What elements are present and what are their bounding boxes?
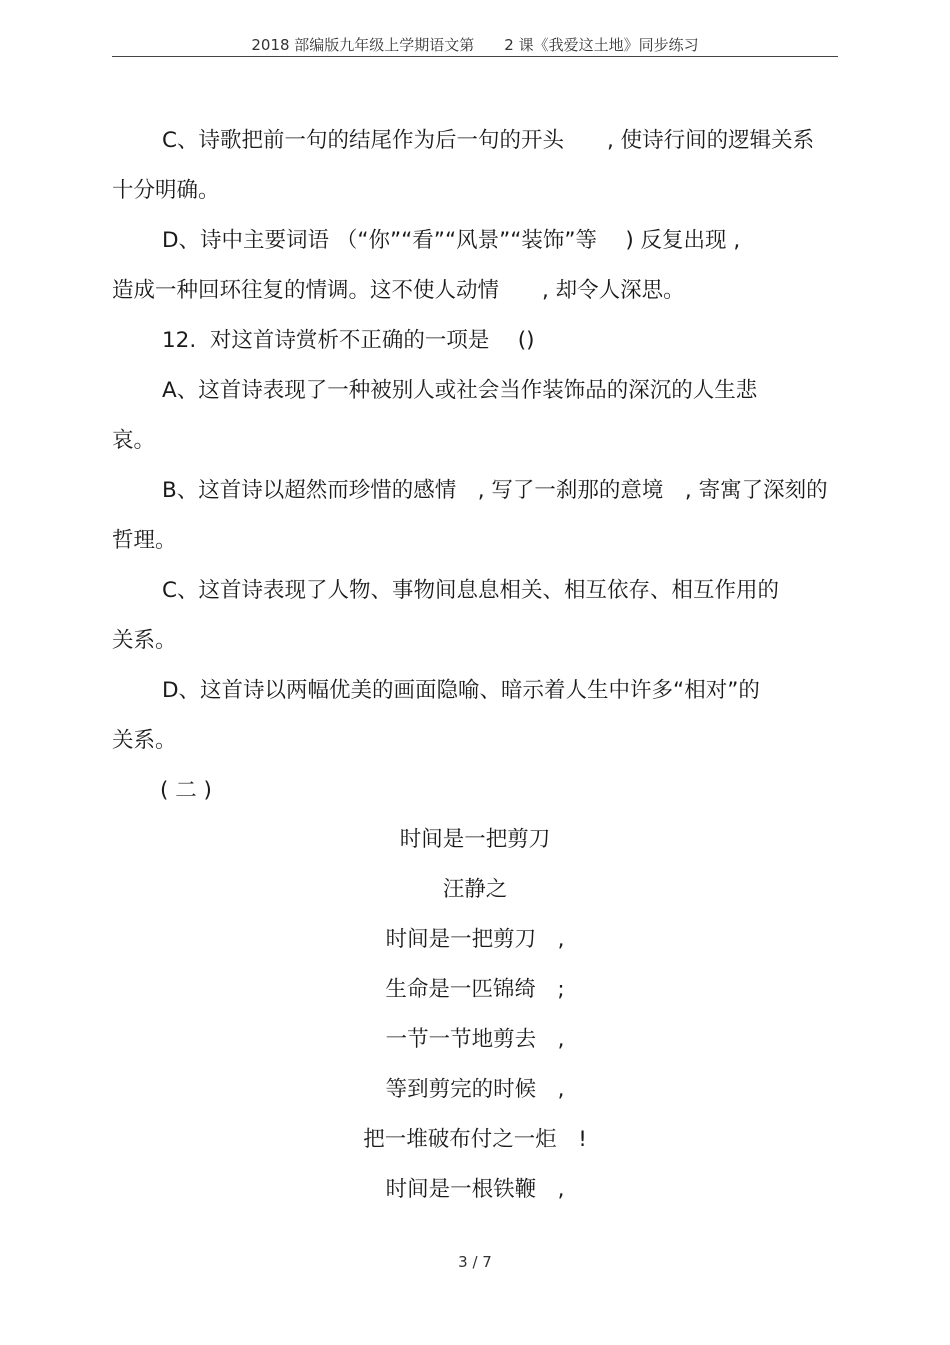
q12-option-b-line1: B、这首诗以超然而珍惜的感情 , 写了一刹那的意境 , 寄寓了深刻的	[162, 478, 828, 503]
header-divider	[112, 56, 838, 57]
q11-option-c-line2: 十分明确。	[112, 178, 220, 203]
poem-line: 把一堆破布付之一炬 !	[363, 1127, 587, 1152]
poem-title: 时间是一把剪刀	[399, 827, 551, 852]
q12-option-d-line2: 关系。	[112, 728, 177, 753]
q12-stem: 12. 对这首诗赏析不正确的一项是 ()	[162, 328, 535, 353]
poem-line: 时间是一把剪刀 ,	[385, 927, 565, 952]
q12-option-d-line1: D、这首诗以两幅优美的画面隐喻、暗示着人生中许多“相对”的	[162, 678, 760, 703]
q12-option-a-line2: 哀。	[112, 428, 156, 453]
q12-option-c-line1: C、这首诗表现了人物、事物间息息相关、相互依存、相互作用的	[162, 578, 780, 603]
section-label: ( 二 )	[160, 778, 212, 803]
q11-option-c-line1: C、诗歌把前一句的结尾作为后一句的开头 , 使诗行间的逻辑关系	[162, 128, 815, 153]
poem-line: 时间是一根铁鞭 ,	[385, 1177, 565, 1202]
poem-author: 汪静之	[442, 877, 508, 902]
poem-line: 一节一节地剪去 ,	[385, 1027, 565, 1052]
q11-option-d-line1: D、诗中主要词语 （“你”“看”“风景”“装饰”等 ) 反复出现 ,	[162, 228, 741, 253]
q12-option-a-line1: A、这首诗表现了一种被别人或社会当作装饰品的深沉的人生悲	[162, 378, 758, 403]
poem-line: 等到剪完的时候 ,	[385, 1077, 565, 1102]
q11-option-d-line2: 造成一种回环往复的情调。这不使人动情 , 却令人深思。	[112, 278, 685, 303]
poem-line: 生命是一匹锦绮 ;	[385, 977, 565, 1002]
q12-option-c-line2: 关系。	[112, 628, 177, 653]
q12-option-b-line2: 哲理。	[112, 528, 177, 553]
page-number: 3 / 7	[458, 1253, 492, 1271]
page-header: 2018 部编版九年级上学期语文第 2 课《我爱这土地》同步练习	[251, 36, 699, 54]
